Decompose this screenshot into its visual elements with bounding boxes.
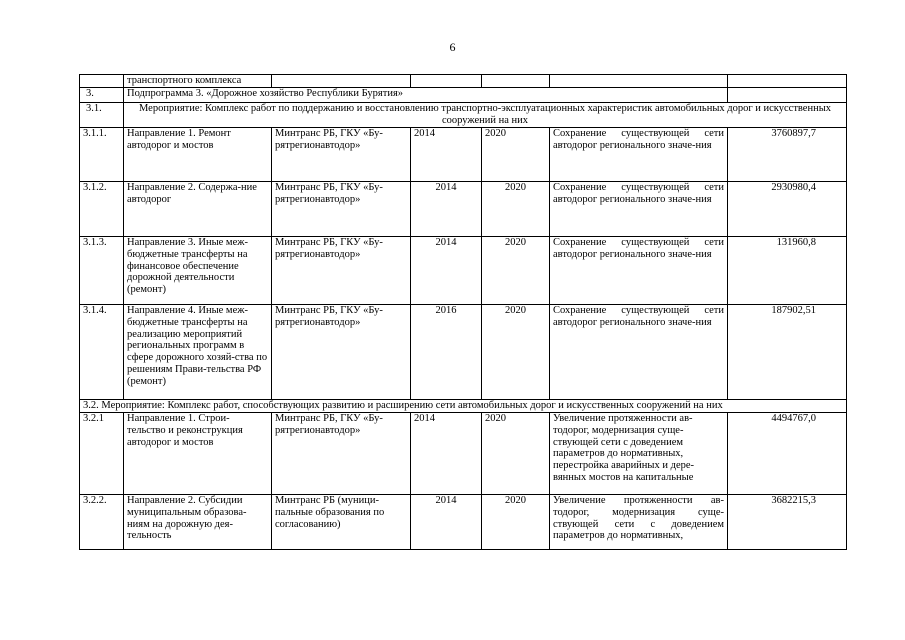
amount-cell: 4494767,0 (728, 413, 847, 495)
program-table (79, 74, 847, 550)
table-row (80, 400, 847, 413)
activity-title: 3.2. Мероприятие: Комплекс работ, способствующих развитию и расширению сети автомобильных дорог и искусственных сооружений на них (80, 400, 847, 413)
amount-cell: 3760897,7 (728, 128, 847, 182)
start-year-cell: 2014 (411, 128, 482, 182)
row-num-cell: 3.1.4. (80, 305, 124, 400)
direction-cell: Направление 1. Строи-тельство и реконструкция автодорог и мостов (124, 413, 272, 495)
end-year-cell: 2020 (482, 128, 550, 182)
row-desc-cell: транспортного комплекса (124, 75, 272, 88)
row-num-cell (80, 75, 124, 88)
executor-cell: Минтранс РБ, ГКУ «Бу-рятрегионавтодор» (272, 128, 411, 182)
end-year-cell: 2020 (482, 495, 550, 550)
result-cell: Сохранение существующей сети автодорог регионального значе-ния (550, 305, 728, 400)
table-row (80, 128, 847, 182)
table-row (80, 103, 847, 128)
end-year-cell: 2020 (482, 237, 550, 305)
amount-cell: 2930980,4 (728, 182, 847, 237)
amount-cell: 187902,51 (728, 305, 847, 400)
row-num-cell: 3.1.2. (80, 182, 124, 237)
executor-cell: Минтранс РБ (муници-пальные образования по согласованию) (272, 495, 411, 550)
start-year-cell: 2016 (411, 305, 482, 400)
executor-cell: Минтранс РБ, ГКУ «Бу-рятрегионавтодор» (272, 413, 411, 495)
result-cell: Увеличение протяженности ав-тодорог, модернизация суще-ствующей сети с доведением параметров до нормативных, (550, 495, 728, 550)
executor-cell: Минтранс РБ, ГКУ «Бу-рятрегионавтодор» (272, 182, 411, 237)
start-year-cell: 2014 (411, 237, 482, 305)
table-row (80, 182, 847, 237)
result-cell: Сохранение существующей сети автодорог регионального значе-ния (550, 182, 728, 237)
table-row (80, 88, 847, 103)
row-num-cell: 3. (80, 88, 124, 103)
executor-cell: Минтранс РБ, ГКУ «Бу-рятрегионавтодор» (272, 305, 411, 400)
row-num-cell: 3.1.1. (80, 128, 124, 182)
result-cell: Сохранение существующей сети автодорог регионального значе-ния (550, 237, 728, 305)
end-year-cell: 2020 (482, 182, 550, 237)
activity-title: Мероприятие: Комплекс работ по поддержанию и восстановлению транспортно-эксплуатационных характеристик автомобильных дорог и искусственных сооружений на них (124, 103, 847, 128)
direction-cell: Направление 3. Иные меж-бюджетные трансферты на финансовое обеспечение дорожной деятельности (ремонт) (124, 237, 272, 305)
table-row (80, 495, 847, 550)
result-cell: Увеличение протяженности ав-тодорог, модернизация суще-ствующей сети с доведением параметров до нормативных, перестройка аварийных и дере-вянных мостов на капитальные (550, 413, 728, 495)
amount-cell: 131960,8 (728, 237, 847, 305)
row-num-cell: 3.2.1 (80, 413, 124, 495)
subprogram-title: Подпрограмма 3. «Дорожное хозяйство Республики Бурятия» (124, 88, 728, 103)
end-year-cell: 2020 (482, 305, 550, 400)
start-year-cell: 2014 (411, 495, 482, 550)
executor-cell: Минтранс РБ, ГКУ «Бу-рятрегионавтодор» (272, 237, 411, 305)
start-year-cell: 2014 (411, 413, 482, 495)
table-row (80, 237, 847, 305)
row-num-cell: 3.1.3. (80, 237, 124, 305)
row-num-cell: 3.2.2. (80, 495, 124, 550)
result-cell: Сохранение существующей сети автодорог регионального значе-ния (550, 128, 728, 182)
table-row (80, 75, 847, 88)
direction-cell: Направление 1. Ремонт автодорог и мостов (124, 128, 272, 182)
page-number: 6 (449, 40, 456, 54)
start-year-cell: 2014 (411, 182, 482, 237)
table-row (80, 413, 847, 495)
amount-cell: 3682215,3 (728, 495, 847, 550)
end-year-cell: 2020 (482, 413, 550, 495)
direction-cell: Направление 4. Иные меж-бюджетные трансферты на реализацию мероприятий региональных программ в сфере дорожного хозяй-ства по решениям Прави-тельства РФ (ремонт) (124, 305, 272, 400)
row-num-cell: 3.1. (80, 103, 124, 128)
table-row (80, 305, 847, 400)
direction-cell: Направление 2. Содержа-ние автодорог (124, 182, 272, 237)
direction-cell: Направление 2. Субсидии муниципальным образова-ниям на дорожную дея-тельность (124, 495, 272, 550)
